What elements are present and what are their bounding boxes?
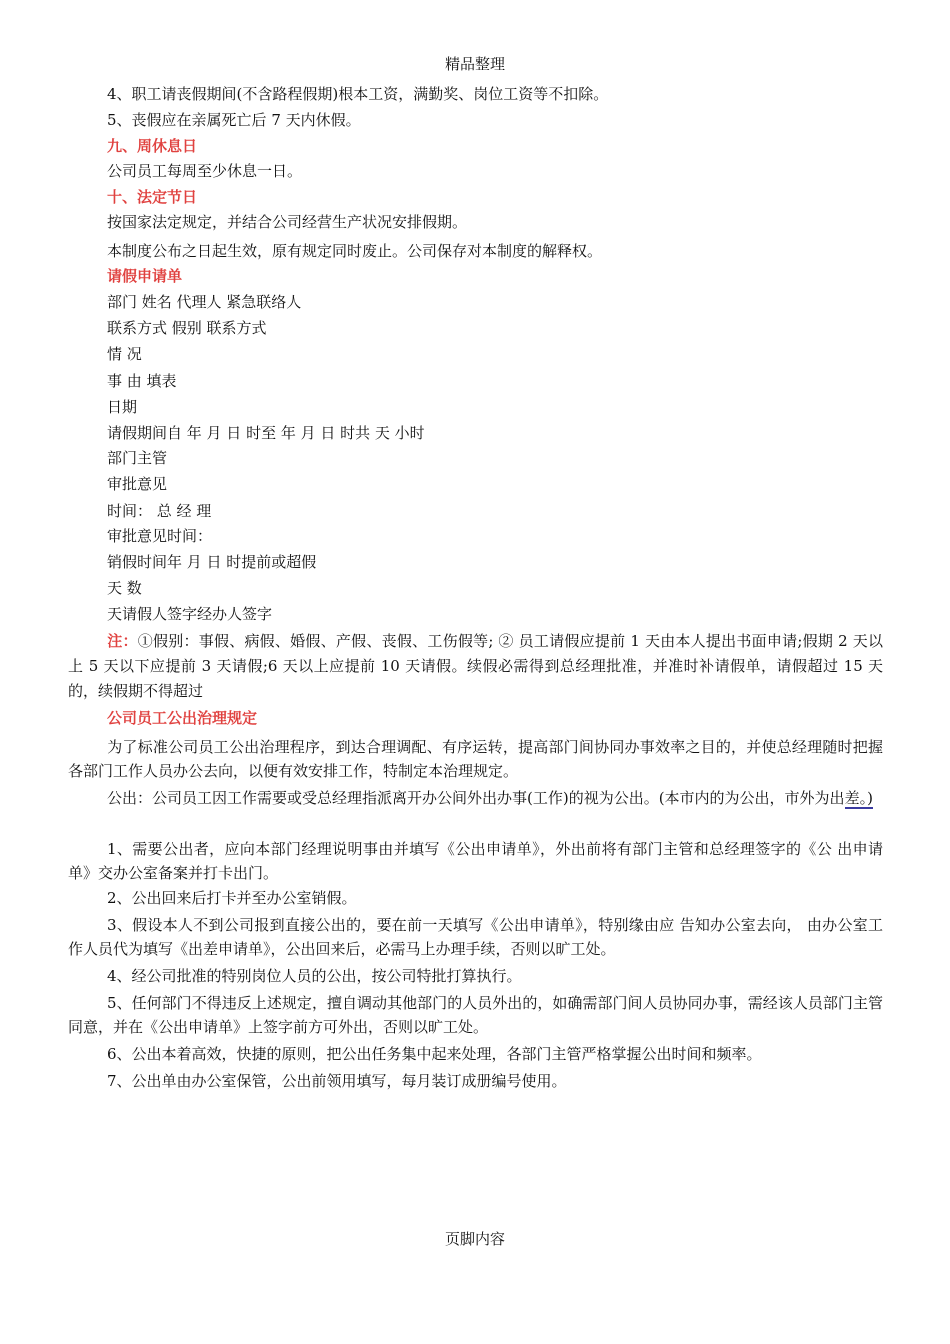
leave-form-row: 情 况 bbox=[107, 345, 142, 363]
leave-form-row: 事 由 填表 bbox=[107, 372, 177, 390]
outing-item bbox=[68, 913, 883, 961]
leave-form-row: 审批意见 bbox=[107, 475, 168, 493]
section-10-body: 按国家法定规定，并结合公司经营生产状况安排假期。 bbox=[107, 213, 468, 231]
section-9-title: 九、周休息日 bbox=[107, 137, 198, 155]
page-header: 精品整理 bbox=[444, 55, 505, 73]
section-9-body: 公司员工每周至少休息一日。 bbox=[107, 162, 303, 180]
outing-item bbox=[68, 1069, 883, 1093]
leave-form-row: 联系方式 假别 联系方式 bbox=[107, 319, 267, 337]
leave-form-title: 请假申请单 bbox=[107, 267, 183, 285]
outing-item bbox=[68, 837, 883, 885]
outing-item-text: 2、公出回来后打卡并至办公室销假。 bbox=[107, 889, 357, 907]
leave-rule-5: 5、丧假应在亲属死亡后 7 天内休假。 bbox=[107, 111, 361, 129]
outing-item bbox=[68, 991, 883, 1039]
outing-item-text: 7、公出单由办公室保管，公出前领用填写，每月装订成册编号使用。 bbox=[107, 1072, 567, 1090]
outing-definition-text: 公出：公司员工因工作需要或受总经理指派离开办公间外出办事(工作)的视为公出。(本市内的为公出，市外为出 bbox=[107, 789, 845, 807]
outing-item-text: 6、公出本着高效，快捷的原则，把公出任务集中起来处理，各部门主管严格掌握公出时间和频率。 bbox=[107, 1045, 762, 1063]
leave-form-row: 请假期间自 年 月 日 时至 年 月 日 时共 天 小时 bbox=[107, 424, 425, 442]
leave-form-row: 销假时间年 月 日 时提前或超假 bbox=[107, 553, 317, 571]
outing-item bbox=[68, 964, 883, 988]
outing-item-text: 1、需要公出者，应向本部门经理说明事由并填写《公出申请单》，外出前将有部门主管和总经理签字的《公 出申请单》交办公室备案并打卡出门。 bbox=[68, 840, 883, 882]
outing-item bbox=[68, 1042, 883, 1066]
leave-form-row: 时间： 总 经 理 bbox=[107, 502, 212, 520]
note-label: 注： bbox=[107, 632, 138, 650]
note-text: ①假别：事假、病假、婚假、产假、丧假、工伤假等; ② 员工请假应提前 1 天由本人提出书面申请;假期 2 天以上 5 天以下应提前 3 天请假;6 天以上应提前 10 天请假。续假必需得到总经理批准，并准时补请假单，请假超过 15 天的，续假期不得超过 bbox=[68, 632, 883, 700]
effective-statement: 本制度公布之日起生效，原有规定同时废止。公司保存对本制度的解释权。 bbox=[107, 242, 603, 260]
outing-item-text: 4、经公司批准的特别岗位人员的公出，按公司特批打算执行。 bbox=[107, 967, 522, 985]
leave-form-note bbox=[68, 629, 883, 704]
leave-form-row: 审批意见时间： bbox=[107, 527, 213, 545]
section-10-title: 十、法定节日 bbox=[107, 188, 198, 206]
outing-definition bbox=[68, 786, 883, 810]
outing-intro bbox=[68, 735, 883, 783]
outing-item bbox=[68, 886, 883, 910]
leave-rule-4: 4、职工请丧假期间(不含路程假期)根本工资，满勤奖、岗位工资等不扣除。 bbox=[107, 85, 609, 103]
page-footer: 页脚内容 bbox=[444, 1230, 505, 1248]
outing-item-text: 5、任何部门不得违反上述规定，擅自调动其他部门的人员外出的，如确需部门间人员协同办事，需经该人员部门主管同意，并在《公出申请单》上签字前方可外出，否则以旷工处。 bbox=[68, 994, 883, 1036]
leave-form-row: 天请假人签字经办人签字 bbox=[107, 605, 273, 623]
outing-rules-title: 公司员工公出治理规定 bbox=[107, 709, 258, 727]
leave-form-row: 天 数 bbox=[107, 579, 142, 597]
leave-form-row: 日期 bbox=[107, 398, 138, 416]
outing-intro-text: 为了标准公司员工公出治理程序，到达合理调配、有序运转，提高部门间协同办事效率之目的，并使总经理随时把握各部门工作人员办公去向，以便有效安排工作，特制定本治理规定。 bbox=[68, 738, 883, 780]
outing-definition-tail: 差。) bbox=[844, 789, 873, 807]
leave-form-row: 部门主管 bbox=[107, 449, 168, 467]
leave-form-row: 部门 姓名 代理人 紧急联络人 bbox=[107, 293, 302, 311]
outing-item-text: 3、假设本人不到公司报到直接公出的，要在前一天填写《公出申请单》，特别缘由应 告知办公室去向， 由办公室工作人员代为填写《出差申请单》，公出回来后，必需马上办理手续，否则以旷工处。 bbox=[68, 916, 883, 958]
